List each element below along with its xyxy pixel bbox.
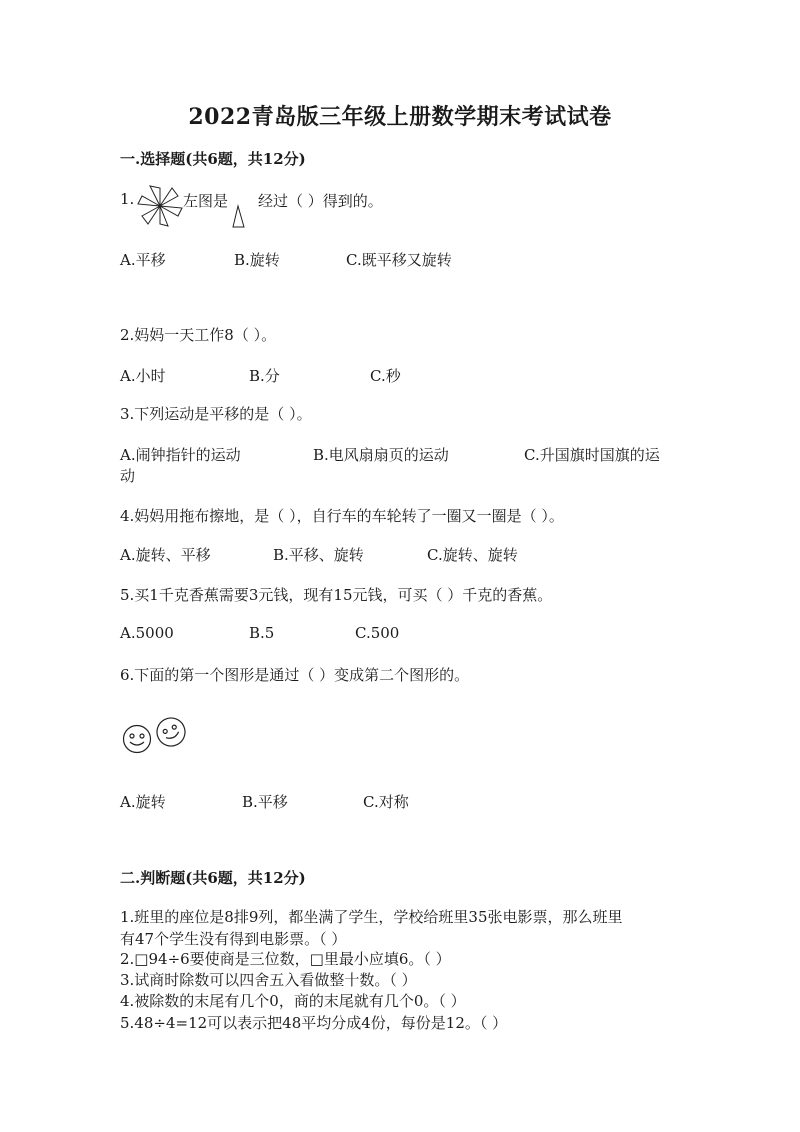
judge-item-1-line-2: 有47个学生没有得到电影票。（ ） [120, 930, 347, 948]
pinwheel-figure-icon [136, 184, 184, 228]
q3-option-c: C.升国旗时国旗的运 [524, 446, 660, 464]
q1-option-c: C.既平移又旋转 [346, 251, 452, 269]
q5-text: 5.买1千克香蕉需要3元钱，现有15元钱，可买（ ）千克的香蕉。 [120, 586, 553, 604]
section-heading-judgement: 二.判断题(共6题，共12分) [120, 869, 306, 887]
q1-text-b: 经过（ ）得到的。 [258, 192, 383, 210]
q3-option-a: A.闹钟指针的运动 [120, 446, 241, 464]
q6-text: 6.下面的第一个图形是通过（ ）变成第二个图形的。 [120, 666, 470, 684]
q4-option-c: C.旋转、旋转 [427, 546, 518, 564]
q2-text: 2.妈妈一天工作8（ ）。 [120, 326, 277, 344]
q2-option-b: B.分 [249, 367, 280, 385]
q4-option-b: B.平移、旋转 [273, 546, 364, 564]
section-heading-choice: 一.选择题(共6题，共12分) [120, 150, 306, 168]
q1-option-b: B.旋转 [234, 251, 280, 269]
judge-item-5: 5.48÷4=12可以表示把48平均分成4份，每份是12。（ ） [120, 1014, 508, 1032]
q5-option-a: A.5000 [120, 624, 174, 642]
judge-item-4: 4.被除数的末尾有几个0，商的末尾就有几个0。（ ） [120, 992, 466, 1010]
q3-text: 3.下列运动是平移的是（ ）。 [120, 405, 312, 423]
q2-option-a: A.小时 [120, 367, 166, 385]
q6-option-c: C.对称 [363, 793, 409, 811]
q5-option-c: C.500 [355, 624, 400, 642]
q3-option-c-wrap: 动 [120, 467, 136, 485]
judge-item-3: 3.试商时除数可以四舍五入看做整十数。（ ） [120, 971, 417, 989]
q1-text-a: 左图是 [183, 192, 229, 210]
triangle-blade-icon [232, 205, 246, 229]
smiley-face-icon [122, 724, 152, 754]
judge-item-2: 2.□94÷6要使商是三位数，□里最小应填6。（ ） [120, 950, 451, 968]
q5-option-b: B.5 [249, 624, 275, 642]
q6-option-b: B.平移 [242, 793, 288, 811]
q6-option-a: A.旋转 [120, 793, 166, 811]
q4-text: 4.妈妈用拖布擦地，是（ ），自行车的车轮转了一圈又一圈是（ ）。 [120, 507, 564, 525]
q2-option-c: C.秒 [370, 367, 401, 385]
rotated-smiley-face-icon [155, 716, 187, 748]
q1-number: 1. [120, 190, 135, 208]
q1-option-a: A.平移 [120, 251, 166, 269]
judge-item-1-line-1: 1.班里的座位是8排9列，都坐满了学生，学校给班里35张电影票，那么班里 [120, 908, 623, 926]
q3-option-b: B.电风扇扇页的运动 [313, 446, 449, 464]
q4-option-a: A.旋转、平移 [120, 546, 211, 564]
page-title: 2022青岛版三年级上册数学期末考试试卷 [188, 104, 612, 130]
